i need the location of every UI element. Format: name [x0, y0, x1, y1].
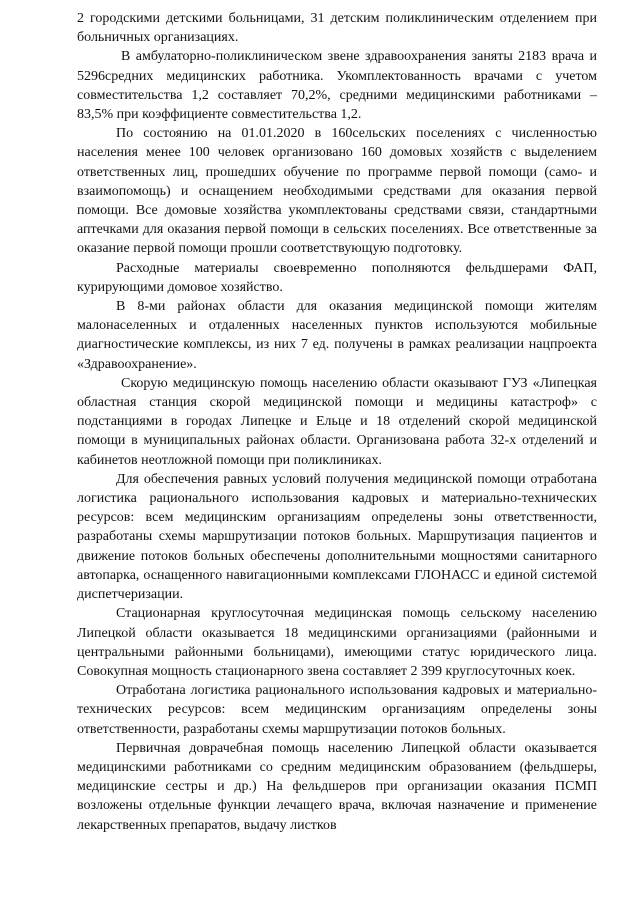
paragraph-5: В 8-ми районах области для оказания медицинской помощи жителям малонаселенных и отдаленных населенных пунктов используются мобильные диагностические комплексы, из них 7 ед. получены в рамках реализации нацпроекта «Здравоохранение».: [77, 299, 597, 372]
paragraph-10: Первичная доврачебная помощь населению Липецкой области оказывается медицинскими работниками со средним медицинским образованием (фельдшеры, медицинские сестры и др.) На фельдшеров при организации оказания ПСМП возложены отдельные функции лечащего врача, включая назначение и применение лекарственных препаратов, выдачу листков: [77, 740, 597, 833]
paragraph-9: Отработана логистика рационального использования кадровых и материально-технических ресурсов: всем медицинским организациям определены зоны ответственности, разработаны схемы маршрутизации потоков больных.: [77, 683, 597, 737]
paragraph-8: Стационарная круглосуточная медицинская помощь сельскому населению Липецкой области оказывается 18 медицинскими организациями (районными и центральными районными больницами), имеющими статус юридического лица. Совокупная мощность стационарного звена составляет 2 399 круглосуточных коек.: [77, 606, 597, 679]
paragraph-6: Скорую медицинскую помощь населению области оказывают ГУЗ «Липецкая областная станция скорой медицинской помощи и медицины катастроф» с подстанциями в городах Липецке и Ельце и 18 отделений скорой медицинской помощи в муниципальных районах области. Организована работа 32-х отделений и кабинетов неотложной помощи при поликлиниках.: [77, 375, 597, 468]
paragraph-4: Расходные материалы своевременно пополняются фельдшерами ФАП, курирующими домовое хозяйство.: [77, 260, 597, 295]
paragraph-3: По состоянию на 01.01.2020 в 160сельских поселениях с численностью населения менее 100 человек организовано 160 домовых хозяйств с выделением ответственных лиц, прошедших обучение по программе первой помощи (само- и взаимопомощь) и оснащением необходимыми средствами для оказания первой помощи. Все домовые хозяйства укомплектованы средствами связи, стандартными аптечками для оказания первой помощи в сельских поселениях. Все ответственные за оказание первой помощи прошли соответствующую подготовку.: [77, 126, 597, 257]
paragraph-2: В амбулаторно-поликлиническом звене здравоохранения заняты 2183 врача и 5296средних медицинских работника. Укомплектованность врачами с учетом совместительства 1,2 составляет 70,2%, средними медицинскими работниками – 83,5% при коэффициенте совместительства 1,2.: [77, 49, 597, 123]
document-body: [77, 9, 597, 835]
paragraph-1: 2 городскими детскими больницами, 31 детским поликлиническим отделением при больничных организациях.: [77, 11, 597, 46]
paragraph-7: Для обеспечения равных условий получения медицинской помощи отработана логистика рационального использования кадровых и материально-технических ресурсов: всем медицинским организациям определены зоны ответственности, разработаны схемы маршрутизации потоков больных. Маршрутизация пациентов и движение потоков больных обеспечены дополнительными мощностями санитарного автопарка, оснащенного навигационными комплексами ГЛОНАСС и единой системой диспетчеризации.: [77, 471, 597, 603]
